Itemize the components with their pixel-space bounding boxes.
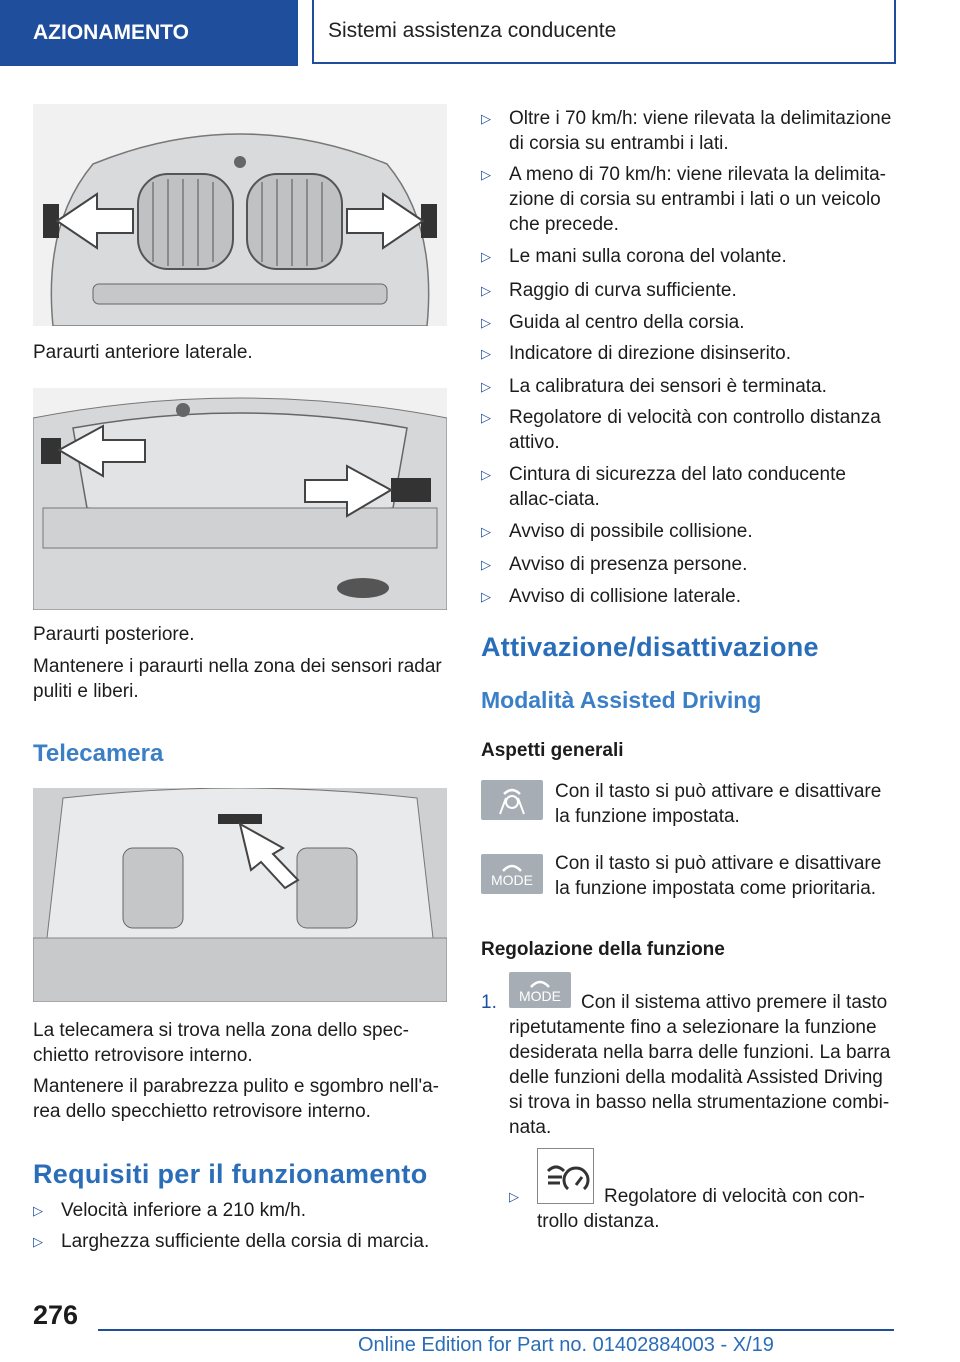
step-number: 1.: [481, 992, 497, 1013]
bullet-icon: ▷: [481, 346, 491, 361]
chapter-title: Sistemi assistenza conducente: [312, 0, 896, 64]
mode-button-icon: [481, 854, 543, 894]
heading-activation: Attivazione/disattivazione: [481, 632, 819, 662]
list-item: ▷ A meno di 70 km/h: viene rilevata la delimita-zione di corsia su entrambi i lati o un veicolo che precede.: [481, 164, 887, 235]
mode-label: MODE: [519, 988, 561, 1004]
bullet-icon: ▷: [481, 467, 491, 482]
bullet-icon: ▷: [33, 1203, 43, 1218]
list-item: ▷ Raggio di curva sufficiente.: [481, 280, 737, 301]
list-item: ▷ Cintura di sicurezza del lato conducente allac-ciata.: [481, 464, 846, 510]
sub-text: Regolatore di velocità con con-trollo distanza.: [537, 1186, 865, 1232]
bullet-icon: ▷: [481, 524, 491, 539]
heading-requirements: Requisiti per il funzionamento: [33, 1159, 428, 1189]
camera-p1: La telecamera si trova nella zona dello spec-chietto retrovisore interno.: [33, 1020, 409, 1066]
bullet-icon: ▷: [33, 1234, 43, 1249]
heading-assisted-driving: Modalità Assisted Driving: [481, 687, 762, 713]
bullet-icon: ▷: [481, 283, 491, 298]
list-item: ▷ Avviso di possibile collisione.: [481, 521, 753, 542]
bullet-icon: ▷: [481, 249, 491, 264]
bullet-icon: ▷: [509, 1189, 519, 1204]
button2-text: Con il tasto si può attivare e disattivare la funzione impostata come prioritaria.: [555, 853, 882, 899]
heading-camera: Telecamera: [33, 740, 164, 767]
caption-front: Paraurti anteriore laterale.: [33, 342, 253, 363]
heading-regulation: Regolazione della funzione: [481, 939, 725, 960]
heading-general: Aspetti generali: [481, 740, 624, 761]
list-item: ▷ Guida al centro della corsia.: [481, 312, 745, 333]
step-text: Con il sistema attivo premere il tasto ripetutamente fino a selezionare la funzione desiderata nella barra delle funzioni. La barra delle funzioni della modalità Assisted Driving si trova in basso nella strumentazione combi-nata.: [509, 992, 891, 1138]
assisted-driving-button-icon: [481, 780, 543, 820]
mode-label: MODE: [491, 872, 533, 888]
page-number: 276: [33, 1300, 79, 1330]
bullet-icon: ▷: [481, 557, 491, 572]
list-item: ▷ Oltre i 70 km/h: viene rilevata la delimitazione di corsia su entrambi i lati.: [481, 108, 892, 154]
list-item: ▷ Regolatore di velocità con controllo distanza attivo.: [481, 407, 881, 453]
bullet-icon: ▷: [481, 589, 491, 604]
bullet-icon: ▷: [481, 111, 491, 126]
button1-text: Con il tasto si può attivare e disattivare la funzione impostata.: [555, 781, 882, 827]
list-item: ▷ Indicatore di direzione disinserito.: [481, 343, 791, 364]
rear-bumper-image: [33, 388, 447, 610]
rear-note: Mantenere i paraurti nella zona dei sensori radar puliti e liberi.: [33, 656, 442, 702]
list-item: ▷ Le mani sulla corona del volante.: [481, 246, 787, 267]
bullet-icon: ▷: [481, 379, 491, 394]
camera-p2: Mantenere il parabrezza pulito e sgombro nell'a-rea dello specchietto retrovisore interno.: [33, 1076, 440, 1122]
front-bumper-image: [33, 104, 447, 326]
list-item: ▷ Avviso di collisione laterale.: [481, 586, 741, 607]
caption-rear: Paraurti posteriore.: [33, 624, 195, 645]
camera-image: [33, 788, 447, 1002]
bullet-icon: ▷: [481, 315, 491, 330]
list-item: ▷ Avviso di presenza persone.: [481, 554, 748, 575]
edition-text: Online Edition for Part no. 01402884003 - X/19: [358, 1334, 774, 1356]
list-item: ▷ Velocità inferiore a 210 km/h.: [33, 1200, 307, 1221]
bullet-icon: ▷: [481, 167, 491, 182]
list-item: ▷ Larghezza sufficiente della corsia di marcia.: [33, 1231, 430, 1252]
bullet-icon: ▷: [481, 410, 491, 425]
footer-divider: [98, 1329, 894, 1331]
section-tab: AZIONAMENTO: [0, 0, 298, 66]
list-item: ▷ La calibratura dei sensori è terminata.: [481, 376, 827, 397]
